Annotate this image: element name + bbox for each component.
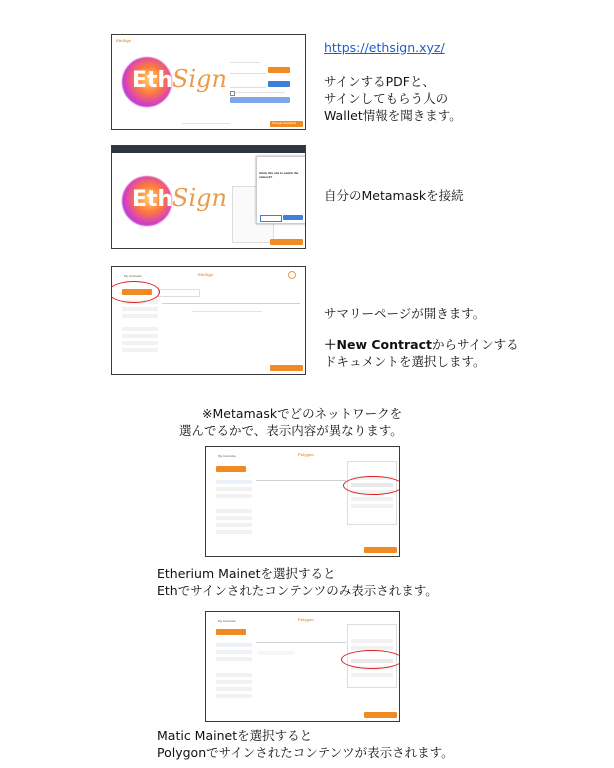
form-line <box>230 62 260 63</box>
metamask-popup <box>256 156 306 224</box>
table-header <box>256 642 346 643</box>
table-header <box>256 480 346 481</box>
new-contract-button[interactable] <box>216 466 246 472</box>
sidebar-item[interactable] <box>216 523 252 527</box>
section1-line1: サインするPDFと、 <box>324 74 435 89</box>
feedback-button[interactable] <box>270 365 303 371</box>
brand-logo: Polygon <box>298 452 314 457</box>
ethsign-link[interactable]: https://ethsign.xyz/ <box>324 40 445 55</box>
sidebar-item[interactable] <box>122 307 158 311</box>
signer-field[interactable] <box>230 82 266 88</box>
section3-line1: サマリーページが開きます。 <box>324 306 486 321</box>
sidebar-item[interactable] <box>122 327 158 331</box>
sidebar-item[interactable] <box>216 673 252 677</box>
agree-text <box>235 92 285 93</box>
network-option[interactable] <box>351 673 393 677</box>
section1-line2: サインしてもらう人の <box>324 91 449 106</box>
polygon-highlight <box>341 650 400 669</box>
ethsign-login-screenshot <box>111 34 306 130</box>
feedback-button[interactable] <box>270 239 303 245</box>
section4-line2: Ethでサインされたコンテンツのみ表示されます。 <box>157 583 438 598</box>
sidebar-item[interactable] <box>216 509 252 513</box>
search-box[interactable] <box>158 289 200 297</box>
feedback-button[interactable] <box>364 712 397 718</box>
metamask-connect-screenshot <box>111 145 306 249</box>
logo-eth-text: Eth <box>132 68 174 93</box>
ethereum-highlight <box>343 476 400 495</box>
feedback-button[interactable]: Provide Feedback <box>270 121 303 127</box>
network-option[interactable] <box>351 639 393 643</box>
upload-field[interactable] <box>230 68 266 74</box>
sidebar-item[interactable] <box>122 348 158 352</box>
network-note-line1: ※Metamaskでどのネットワークを <box>202 406 403 421</box>
sidebar-item[interactable] <box>122 341 158 345</box>
sidebar-item[interactable] <box>216 487 252 491</box>
sidebar-item[interactable] <box>216 657 252 661</box>
sidebar-item[interactable] <box>216 643 252 647</box>
table-empty-text <box>192 311 262 312</box>
logo-eth-text: Eth <box>132 187 174 212</box>
popup-title: Allow this site to switch the network? <box>259 171 299 179</box>
table-header <box>162 303 300 304</box>
contract-row[interactable] <box>258 651 294 655</box>
section2-line1: 自分のMetamaskを接続 <box>324 188 464 203</box>
section5-line1: Matic Mainetを選択すると <box>157 728 313 743</box>
polygon-network-screenshot <box>205 611 400 722</box>
cancel-button[interactable] <box>260 215 282 222</box>
sidebar-item[interactable] <box>216 494 252 498</box>
page-header: My Contracts <box>124 274 142 278</box>
sidebar-item[interactable] <box>216 687 252 691</box>
section5-line2: Polygonでサインされたコンテンツが表示されます。 <box>157 745 454 760</box>
section3-line2-rest: からサインする <box>431 337 519 352</box>
logo-sign-text: Sign <box>172 184 227 212</box>
logo-sign-text: Sign <box>172 65 227 93</box>
brand-logo-small: EthSign <box>116 38 132 43</box>
avatar[interactable] <box>288 271 296 279</box>
new-contract-button[interactable] <box>216 629 246 635</box>
sidebar-item[interactable] <box>216 680 252 684</box>
brand-logo: EthSign <box>198 272 214 277</box>
sidebar-item[interactable] <box>216 480 252 484</box>
sidebar-item[interactable] <box>122 314 158 318</box>
add-signer-button[interactable] <box>268 81 290 87</box>
brand-logo: Polygon <box>298 617 314 622</box>
feedback-button[interactable] <box>364 547 397 553</box>
continue-button[interactable] <box>230 97 290 103</box>
summary-page-screenshot <box>111 266 306 375</box>
section3-line3: ドキュメントを選択します。 <box>324 354 486 369</box>
sidebar-item[interactable] <box>216 516 252 520</box>
sidebar-item[interactable] <box>216 650 252 654</box>
sidebar-item[interactable] <box>216 530 252 534</box>
sidebar-item[interactable] <box>216 694 252 698</box>
sidebar-item[interactable] <box>122 334 158 338</box>
network-note-line2: 選んでるかで、表示内容が異なります。 <box>179 423 403 438</box>
network-option[interactable] <box>351 497 393 501</box>
section4-line1: Etherium Mainetを選択すると <box>157 566 336 581</box>
footer-links <box>182 123 230 124</box>
section1-line3: Wallet情報を聞きます。 <box>324 108 462 123</box>
network-option[interactable] <box>351 504 393 508</box>
section3-line2 <box>324 336 519 353</box>
browser-toolbar <box>112 146 305 153</box>
upload-button[interactable] <box>268 67 290 73</box>
ethereum-network-screenshot <box>205 446 400 557</box>
page-header: My Contracts <box>218 454 236 458</box>
approve-button[interactable] <box>283 215 303 220</box>
new-contract-label: ＋New Contract <box>324 337 432 352</box>
page-header: My Contracts <box>218 619 236 623</box>
